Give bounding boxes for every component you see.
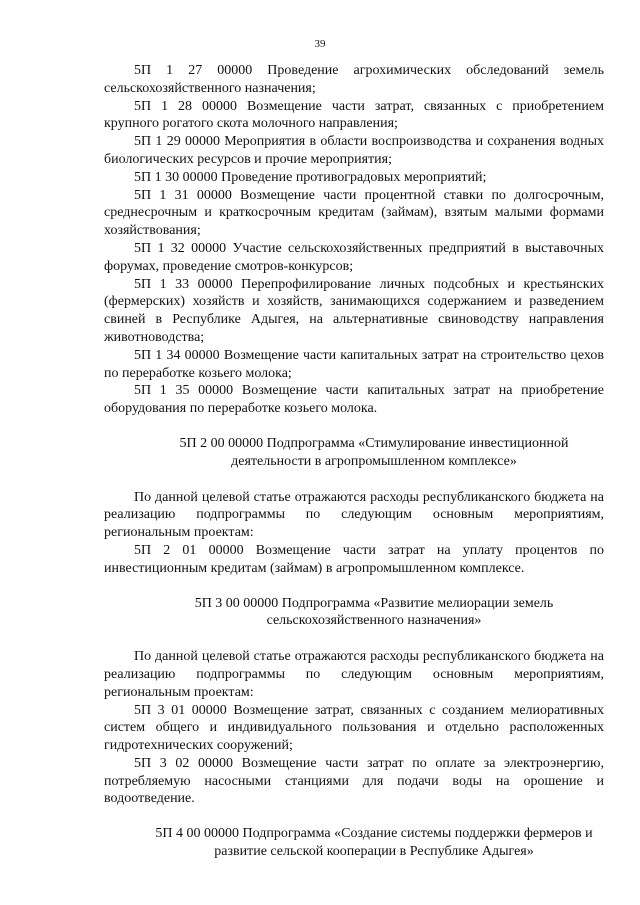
paragraph: 5П 1 35 00000 Возмещение части капитальных затрат на приобретение оборудования по переработке козьего молока. [104,383,604,417]
paragraph: 5П 1 28 00000 Возмещение части затрат, связанных с приобретением крупного рогатого скота молочного направления; [104,98,604,132]
paragraph: 5П 2 01 00000 Возмещение части затрат на уплату процентов по инвестиционным кредитам (займам) в агропромышленном комплексе. [104,542,604,576]
paragraph: 5П 1 29 00000 Мероприятия в области воспроизводства и сохранения водных биологических ресурсов и прочие мероприятия; [104,134,604,167]
paragraph: 5П 1 33 00000 Перепрофилирование личных подсобных и крестьянских (фермерских) хозяйств и хозяйств, занимающихся содержанием и разведением свиней в Республике Адыгея, на альтернативные свиноводству направления животноводства; [104,276,604,345]
section-heading: 5П 2 00 00000 Подпрограмма «Стимулирование инвестиционной деятельности в агропромышленном комплексе» [179,435,569,469]
paragraph: 5П 1 27 00000 Проведение агрохимических обследований земель сельскохозяйственного назначения; [104,63,604,96]
paragraph: 5П 3 01 00000 Возмещение затрат, связанных с созданием мелиоративных систем общего и индивидуального пользования и отдельно расположенных гидротехнических сооружений; [104,702,604,754]
paragraph: 5П 3 02 00000 Возмещение части затрат по оплате за электроэнергию, потребляемую насосными станциями для подачи воды на орошение и водоотведение. [104,755,604,807]
paragraph: По данной целевой статье отражаются расходы республиканского бюджета на реализацию подпрограммы по следующим основным мероприятиям, региональным проектам: [104,489,604,541]
paragraph: 5П 1 34 00000 Возмещение части капитальных затрат на строительство цехов по переработке козьего молока; [104,347,604,381]
paragraph: 5П 1 31 00000 Возмещение части процентной ставки по долгосрочным, среднесрочным и краткосрочным кредитам (займам), взятым малыми формами хозяйствования; [104,187,604,239]
page-number: 39 [314,38,326,50]
paragraph: По данной целевой статье отражаются расходы республиканского бюджета на реализацию подпрограммы по следующим основным мероприятиям, региональным проектам: [104,649,604,700]
paragraph: 5П 1 32 00000 Участие сельскохозяйственных предприятий в выставочных форумах, проведение смотров-конкурсов; [104,240,604,274]
paragraph: 5П 1 30 00000 Проведение противоградовых мероприятий; [134,169,487,185]
section-heading: 5П 3 00 00000 Подпрограмма «Развитие мелиорации земель сельскохозяйственного назначения» [194,595,554,629]
document-body [104,62,604,861]
section-heading: 5П 4 00 00000 Подпрограмма «Создание системы поддержки фермеров и развитие сельской кооперации в Республике Адыгея» [155,826,593,860]
